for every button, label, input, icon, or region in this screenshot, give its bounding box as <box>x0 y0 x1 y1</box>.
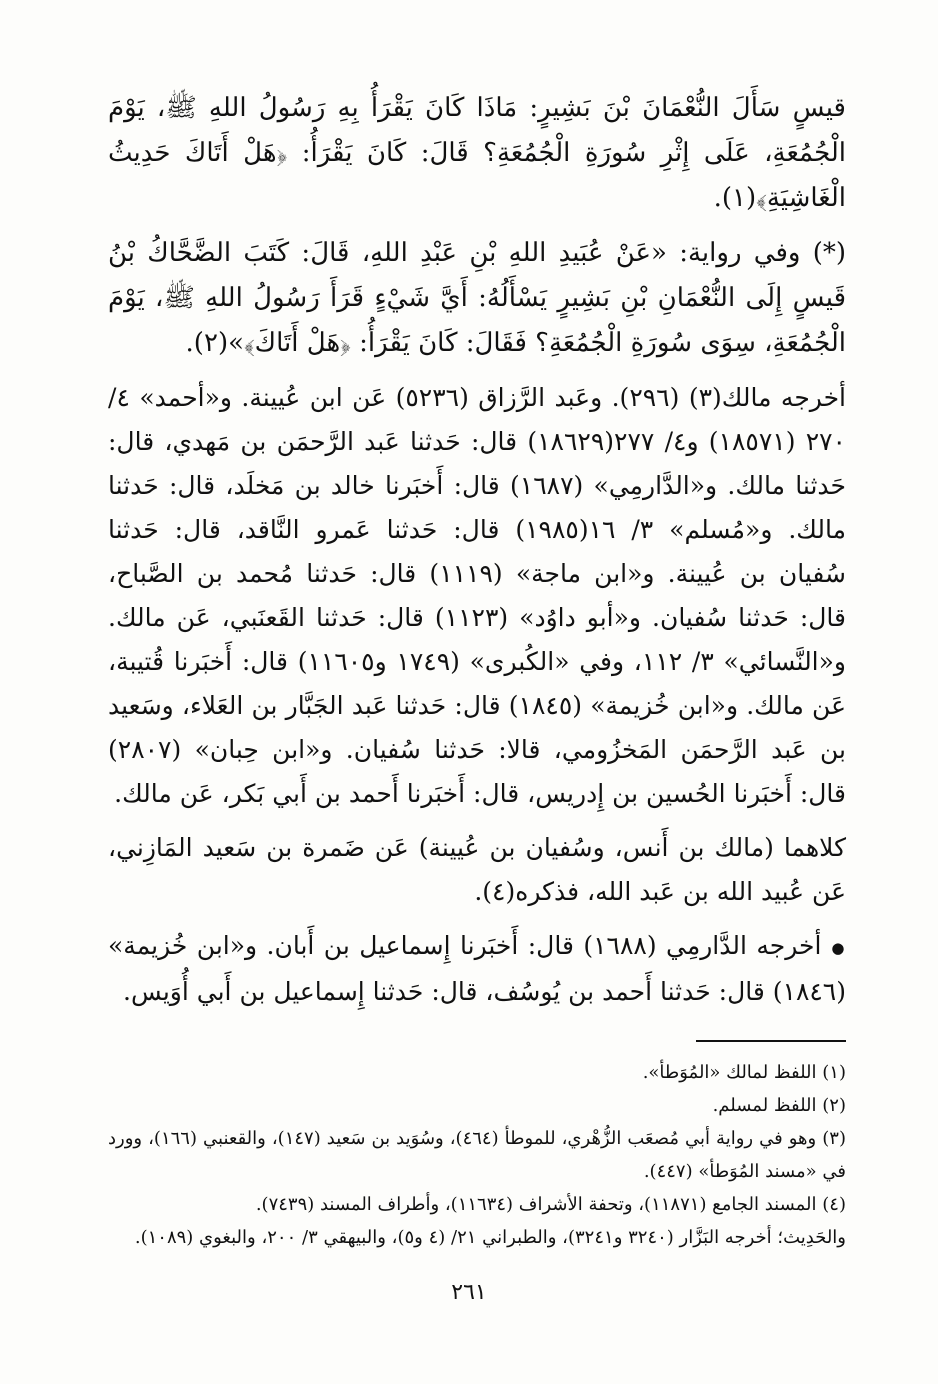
isnad-summary-paragraph: كلاهما (مالك بن أَنس، وسُفيان بن عُيينة) عَن ضَمرة بن سَعيد المَازِني، عَن عُبيد الله بن عَبد الله، فذكره(٤). <box>108 833 846 906</box>
footnote-2: (٢) اللفظ لمسلم. <box>712 1094 846 1116</box>
takhrij-paragraph: أخرجه مالك(٣) (٢٩٦). وعَبد الرَّزاق (٥٢٣٦) عَن ابن عُيينة. و«أحمد» ٤/ ٢٧٠ (١٨٥٧١) و٤/ ٢٧٧(١٨٦٢٩) قال: حَدثنا عَبد الرَّحمَن بن مَهدي، قال: حَدثنا مالك. و«الدَّارمِي» (١٦٨٧) قال: أَخبَرنا خالد بن مَخلَد، قال: حَدثنا مالك. و«مُسلم» ٣/ ١٦(١٩٨٥) قال: حَدثنا عَمرو النَّاقد، قال: حَدثنا سُفيان بن عُيينة. و«ابن ماجة» (١١١٩) قال: حَدثنا مُحمد بن الصَّباح، قال: حَدثنا سُفيان. و«أبو داوُد» (١١٢٣) قال: حَدثنا القَعنَبي، عَن مالك. و«النَّسائي» ٣/ ١١٢، وفي «الكُبرى» (١٧٤٩ و١١٦٠٥) قال: أَخبَرنا قُتيبة، عَن مالك. و«ابن خُزيمة» (١٨٤٥) قال: حَدثنا عَبد الجَبَّار بن العَلاء، وسَعيد بن عَبد الرَّحمَن المَخزُومي، قالا: حَدثنا سُفيان. و«ابن حِبان» (٢٨٠٧) قال: أَخبَرنا الحُسين بن إِدريس، قال: أَخبَرنا أَحمد بن أَبي بَكر، عَن مالك. <box>108 383 847 808</box>
additional-takhrij-paragraph: ● أخرجه الدَّارمِي (١٦٨٨) قال: أَخبَرنا إِسماعيل بن أَبان. و«ابن خُزيمة» (١٨٤٦) قال: حَدثنا أَحمد بن يُوسُف، قال: حَدثنا إِسماعيل بن أَبي أُوَيس. <box>108 924 846 1014</box>
footnote-3: (٣) وهو في رواية أبي مُصعَب الزُّهْري، للموطأ (٤٦٤)، وسُوَيد بن سَعيد (١٤٧)، والقعنبي (١٦٦)، وورد في «مسند المُوَطأ» (٤٤٧). <box>108 1127 846 1182</box>
footnote-4: (٤) المسند الجامع (١١٨٧١)، وتحفة الأشراف (١١٦٣٤)، وأطراف المسند (٧٤٣٩). <box>255 1193 846 1215</box>
hadith-text: قيسٍ سَأَلَ النُّعْمَانَ بْنَ بَشِيرٍ: مَاذَا كَانَ يَقْرَأُ بِهِ رَسُولُ اللهِ ﷺ، يَوْمَ الْجُمُعَةِ، عَلَى إِثْرِ سُورَةِ الْجُمُعَةِ؟ قَالَ: كَانَ يَقْرَأُ: ﴿هَلْ أَتَاكَ حَدِيثُ الْغَاشِيَةِ﴾(١). <box>108 93 846 213</box>
footnote-4-continuation: والحَدِيث؛ أخرجه البَزَّار (٣٢٤٠ و٣٢٤١)، والطبراني ٢١/ (٤ و٥)، والبيهقي ٣/ ٢٠٠، والبغوي (١٠٨٩). <box>134 1226 846 1248</box>
page-number: ٢٦١ <box>451 1280 487 1305</box>
hadith-variant-text: (*) وفي رواية: «عَنْ عُبَيدِ اللهِ بْنِ عَبْدِ اللهِ، قَالَ: كَتَبَ الضَّحَّاكُ بْنُ قَيسٍ إِلَى النُّعْمَانِ بْنِ بَشِيرٍ يَسْأَلُهُ: أَيَّ شَيْءٍ قَرَأَ رَسُولُ اللهِ ﷺ، يَوْمَ الْجُمُعَةِ، سِوَى سُورَةِ الْجُمُعَةِ؟ فَقَالَ: كَانَ يَقْرَأُ: ﴿هَلْ أَتَاكَ﴾»(٢). <box>108 238 846 358</box>
main-text <box>108 86 846 1014</box>
footnotes <box>108 1056 846 1254</box>
footnote-1: (١) اللفظ لمالك «المُوَطأ». <box>642 1061 846 1083</box>
footnote-separator <box>696 1040 846 1042</box>
